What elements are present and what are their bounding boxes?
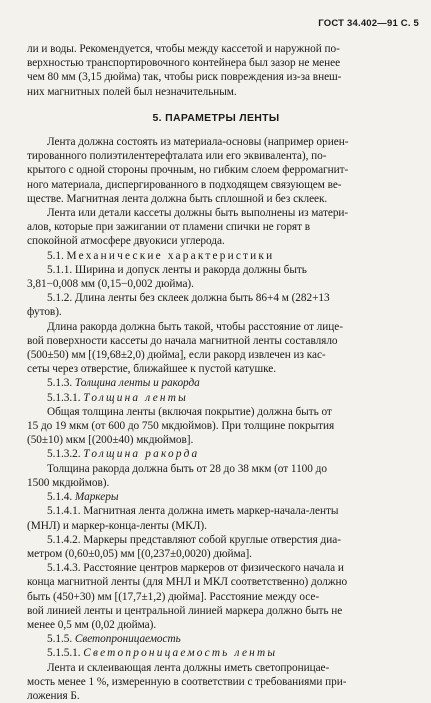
text-line: (МНЛ) и маркер-конца-ленты (МКЛ). (27, 519, 207, 532)
subsection-number: 5.1.5. (47, 633, 75, 646)
text-line: конца магнитной ленты (для МНЛ и МКЛ соответственно) должно (27, 576, 348, 589)
text-line: метром (0,60±0,05) мм [(0,237±0,0020) дюйма]. (27, 547, 252, 560)
subsection-number: 5.1.3.1. (47, 391, 84, 404)
text-line: мость менее 1 %, измеренную в соответствии с требованиями при- (27, 675, 347, 688)
text-line: 3,81−0,008 мм (0,15−0,002 дюйма). (27, 278, 194, 291)
text-line: 5.1.4.2. Маркеры представляют собой круглые отверстия диа- (47, 533, 341, 546)
text-line: 5.1.4.1. Магнитная лента должна иметь маркер-начала-ленты (47, 505, 339, 518)
subsection-title: Толщина ракорда (83, 448, 200, 461)
text-line: менее 0,5 мм (0,02 дюйма). (27, 618, 157, 631)
text-line: Длина ракорда должна быть такой, чтобы расстояние от лице- (47, 320, 343, 333)
text-line: алов, которые при зажигании от пламени спички не горят в (27, 221, 311, 234)
text-line: Лента и склеивающая лента должны иметь светопроницае- (47, 661, 330, 674)
subsection-title: Светопроницаемость (74, 633, 181, 646)
text-line: верхностью транспортировочного контейнера был зазор не менее (27, 57, 341, 70)
text-line: вой линией ленты и центральной линией маркера должно быть не (27, 604, 343, 617)
subsection-heading (27, 447, 405, 461)
text-line: Общая толщина ленты (включая покрытие) должна быть от (47, 405, 332, 418)
text-line: сеты через отверстие, ближайшее к пустой катушке. (27, 363, 276, 376)
text-line: ложения Б. (27, 689, 80, 702)
subsection-number: 5.1.4. (47, 491, 75, 504)
subsection-title: Механические характеристики (66, 249, 275, 262)
subsection-heading (27, 646, 405, 660)
subsection-heading (27, 376, 405, 390)
subsection-heading (27, 391, 405, 405)
subsection-number: 5.1. (47, 249, 67, 262)
text-line: вой поверхности кассеты до начала магнитной ленты составляло (27, 334, 338, 347)
text-line: (500±50) мм [(19,68±2,0) дюйма], если ракорд извлечен из кас- (27, 349, 326, 362)
text-line: быть (450+30) мм [(17,7±1,2) дюйма]. Расстояние между осе- (27, 590, 320, 603)
subsection-heading (27, 490, 405, 504)
text-line: 5.1.1. Ширина и допуск ленты и ракорда должны быть (47, 263, 307, 276)
text-line: Лента должна состоять из материала-основы (например ориен- (47, 136, 349, 149)
text-line: крытого с одной стороны прочным, но гибким слоем ферромагнит- (27, 164, 349, 177)
section-heading: 5. ПАРАМЕТРЫ ЛЕНТЫ (152, 111, 280, 124)
subsection-title: Толщина ленты и ракорда (74, 377, 200, 390)
text-line: Лента или детали кассеты должны быть выполнены из матери- (47, 207, 349, 220)
subsection-number: 5.1.5.1. (47, 647, 84, 660)
text-line: спокойной атмосфере двуокиси углерода. (27, 235, 225, 248)
text-line: чем 80 мм (3,15 дюйма) так, чтобы риск повреждения из-за внеш- (27, 71, 342, 84)
subsection-heading (27, 249, 405, 263)
subsection-title: Толщина ленты (83, 391, 188, 404)
text-line: тированного полиэтилентерефталата или его эквивалента), по- (27, 150, 327, 163)
text-line: 15 до 19 мкм (от 600 до 750 мкдюймов). При толщине покрытия (27, 420, 335, 433)
text-line: 5.1.2. Длина ленты без склеек должна быть 86+4 м (282+13 (47, 292, 330, 305)
subsection-title: Маркеры (74, 491, 119, 504)
subsection-number: 5.1.3. (47, 377, 75, 390)
document-body (27, 42, 405, 703)
text-line: ли и воды. Рекомендуется, чтобы между кассетой и наружной по- (27, 43, 340, 55)
subsection-heading (27, 632, 405, 646)
page-header: ГОСТ 34.402—91 С. 5 (318, 18, 419, 29)
text-line: Толщина ракорда должна быть от 28 до 38 мкм (от 1100 до (47, 462, 327, 475)
text-line: 1500 мкдюймов). (27, 476, 110, 489)
subsection-number: 5.1.3.2. (47, 448, 84, 461)
text-line: них магнитных полей был незначительным. (27, 85, 237, 98)
text-line: ного материала, диспергированного в подходящем связующем ве- (27, 178, 342, 191)
text-line: (50±10) мкм [(200±40) мкдюймов]. (27, 434, 194, 447)
subsection-title: Светопроницаемость ленты (83, 647, 278, 660)
text-line: футов). (27, 306, 62, 319)
text-line: 5.1.4.3. Расстояние центров маркеров от физического начала и (47, 562, 344, 575)
text-line: ществе. Магнитная лента должна быть сплошной и без склеек. (27, 192, 328, 205)
